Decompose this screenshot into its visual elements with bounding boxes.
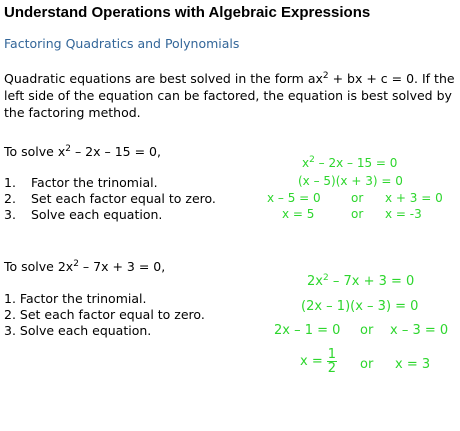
example1-factored: (x – 5)(x + 3) = 0 [298,174,403,188]
example2-solution-left [300,348,337,375]
example1-step-1 [4,175,16,190]
example1-prompt [4,144,161,159]
section-subtitle: Factoring Quadratics and Polynomials [4,36,240,51]
eq-post: – 7x + 3 = 0 [328,274,415,289]
intro-text-1: Quadratic equations are best solved in the form ax [4,71,323,86]
example1-prompt-post: – 2x – 15 = 0, [70,144,161,159]
example2-prompt-exp: 2 [73,259,79,269]
example2-factored: (2x – 1)(x – 3) = 0 [301,299,419,314]
example1-prompt-pre: To solve x [4,144,66,159]
example1-sol-right: x = -3 [385,207,422,221]
example2-set-left: 2x – 1 = 0 [274,323,341,338]
example1-step-3-text: Solve each equation. [31,207,163,222]
example1-set-left: x – 5 = 0 [267,191,321,205]
step-number: 1. [4,175,16,190]
eq-exp: 2 [322,273,329,283]
example1-prompt-exp: 2 [65,144,71,154]
example2-sol-right: x = 3 [395,357,431,372]
example1-or-1: or [351,191,364,205]
example2-prompt-pre: To solve 2x [4,259,74,274]
intro-text-2: + bx + c = 0. [328,71,419,86]
fraction-numerator: 1 [327,347,336,362]
example1-step-3 [4,207,16,222]
step-number: 2. [4,191,16,206]
example1-set-right: x + 3 = 0 [385,191,443,205]
eq-pre: 2x [307,274,323,289]
eq-exp: 2 [309,155,315,165]
page-title: Understand Operations with Algebraic Expressions [4,4,371,21]
example2-prompt [4,259,165,274]
example1-or-2: or [351,207,364,221]
sol-prefix: x = [300,354,323,369]
example2-set-right: x – 3 = 0 [390,323,449,338]
example1-step-2-text: Set each factor equal to zero. [31,191,216,206]
fraction-one-half [327,348,337,375]
intro-paragraph [4,70,456,121]
example2-or-2: or [360,357,374,372]
example2-or-1: or [360,323,374,338]
example1-equation [302,156,397,170]
example2-step-2: 2. Set each factor equal to zero. [4,307,205,322]
eq-pre: x [302,156,310,170]
example1-sol-left: x = 5 [282,207,315,221]
example2-equation [307,274,414,289]
step-number: 3. [4,207,16,222]
example1-step-1-text: Factor the trinomial. [31,175,158,190]
intro-exponent: 2 [322,71,329,81]
eq-post: – 2x – 15 = 0 [314,156,398,170]
example2-step-1: 1. Factor the trinomial. [4,291,147,306]
example2-prompt-post: – 7x + 3 = 0, [78,259,166,274]
example2-step-3: 3. Solve each equation. [4,323,152,338]
example1-step-2 [4,191,16,206]
intro-text-3: If the left side of the equation can be factored, the equation is best solved by the factoring method. [4,71,455,120]
fraction-denominator: 2 [327,361,336,376]
